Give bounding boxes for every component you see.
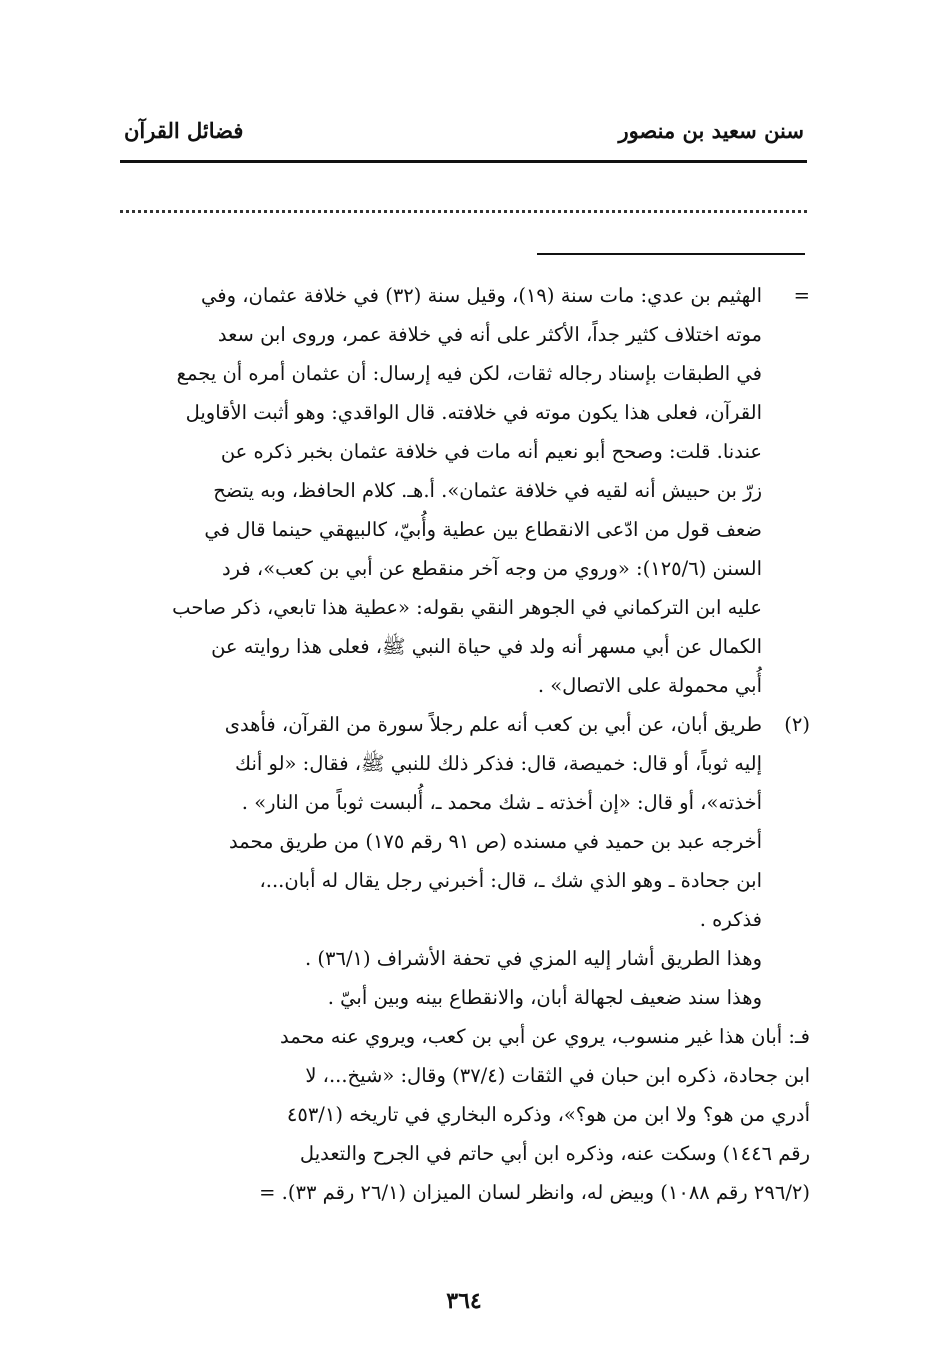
text-line: السنن (١٢٥/٦): «وروي من وجه آخر منقطع عن أبي بن كعب»، فرد: [221, 557, 762, 580]
text-line: طريق أبان، عن أبي بن كعب أنه علم رجلاً سورة من القرآن، فأهدى: [224, 713, 762, 736]
book-title: سنن سعيد بن منصور: [618, 118, 804, 143]
text-line: أدري من هو؟ ولا ابن من هو؟»، وذكره البخاري في تاريخه (٤٥٣/١: [286, 1103, 810, 1126]
text-line: عليه ابن التركماني في الجوهر النقي بقوله: «عطية هذا تابعي، ذكر صاحب: [172, 596, 762, 619]
footnote-2: [110, 705, 810, 1017]
text-line: أُبي محمولة على الاتصال» .: [537, 674, 762, 697]
text-line: ضعف قول من ادّعى الانقطاع بين عطية وأُبيّ، كالبيهقي حينما قال في: [204, 518, 762, 541]
text-line: أخذته»، أو قال: «إن أخذته ـ شك محمد ـ، أُلبست ثوباً من النار» .: [241, 791, 762, 814]
text-line: أخرجه عبد بن حميد في مسنده (ص ٩١ رقم ١٧٥) من طريق محمد: [228, 830, 762, 853]
narrator-note: [110, 1017, 810, 1212]
text-line: الكمال عن أبي مسهر أنه ولد في حياة النبي ﷺ، فعلى هذا روايته عن: [211, 635, 762, 658]
text-line: ابن جحادة ـ وهو الذي شك ـ، قال: أخبرني رجل يقال له أبان...،: [259, 869, 762, 892]
text-line: رقم ١٤٤٦) وسكت عنه، وذكره ابن أبي حاتم في الجرح والتعديل: [299, 1142, 810, 1165]
footnote-divider: [537, 253, 805, 255]
page-number: ٣٦٤: [446, 1288, 482, 1314]
text-line: إليه ثوباً، أو قال: خميصة، قال: فذكر ذلك للنبي ﷺ، فقال: «لو أنك: [235, 752, 762, 775]
text-line: ابن جحادة، ذكره ابن حبان في الثقات (٣٧/٤) وقال: «شيخ...، لا: [305, 1064, 810, 1087]
header-divider: [120, 160, 807, 163]
footnotes-body: [110, 276, 810, 1212]
text-line: وهذا سند ضعيف لجهالة أبان، والانقطاع بينه وبين أبيّ .: [327, 986, 762, 1009]
text-line: زرّ بن حبيش أنه لقيه في خلافة عثمان». أ.هـ. كلام الحافظ، وبه يتضح: [213, 479, 762, 502]
dotted-divider: [120, 210, 807, 213]
footnote-number: (٢): [784, 713, 810, 736]
section-title: فضائل القرآن: [124, 118, 244, 143]
text-line: موته اختلاف كثير جداً، الأكثر على أنه في خلافة عمر، وروى ابن سعد: [217, 323, 762, 346]
text-line: القرآن، فعلى هذا يكون موته في خلافته. قال الواقدي: وهو أثبت الأقاويل: [185, 401, 762, 424]
text-line: وهذا الطريق أشار إليه المزي في تحفة الأشراف (٣٦/١) .: [304, 947, 762, 970]
text-line: فذكره .: [699, 908, 762, 931]
footnote-continuation: [110, 276, 810, 705]
text-line: في الطبقات بإسناد رجاله ثقات، لكن فيه إرسال: أن عثمان أمره أن يجمع: [176, 362, 762, 385]
text-line: الهثيم بن عدي: مات سنة (١٩)، وقيل سنة (٣٢) في خلافة عثمان، وفي: [201, 284, 762, 307]
text-line: (٢٩٦/٢ رقم ١٠٨٨) وبيض له، وانظر لسان الميزان (٢٦/١ رقم ٣٣). =: [259, 1181, 810, 1204]
text-line: فـ: أبان هذا غير منسوب، يروي عن أبي بن كعب، ويروي عنه محمد: [280, 1025, 810, 1048]
continuation-marker: =: [793, 284, 810, 307]
text-line: عندنا. قلت: وصحح أبو نعيم أنه مات في خلافة عثمان بخبر ذكره عن: [220, 440, 762, 463]
